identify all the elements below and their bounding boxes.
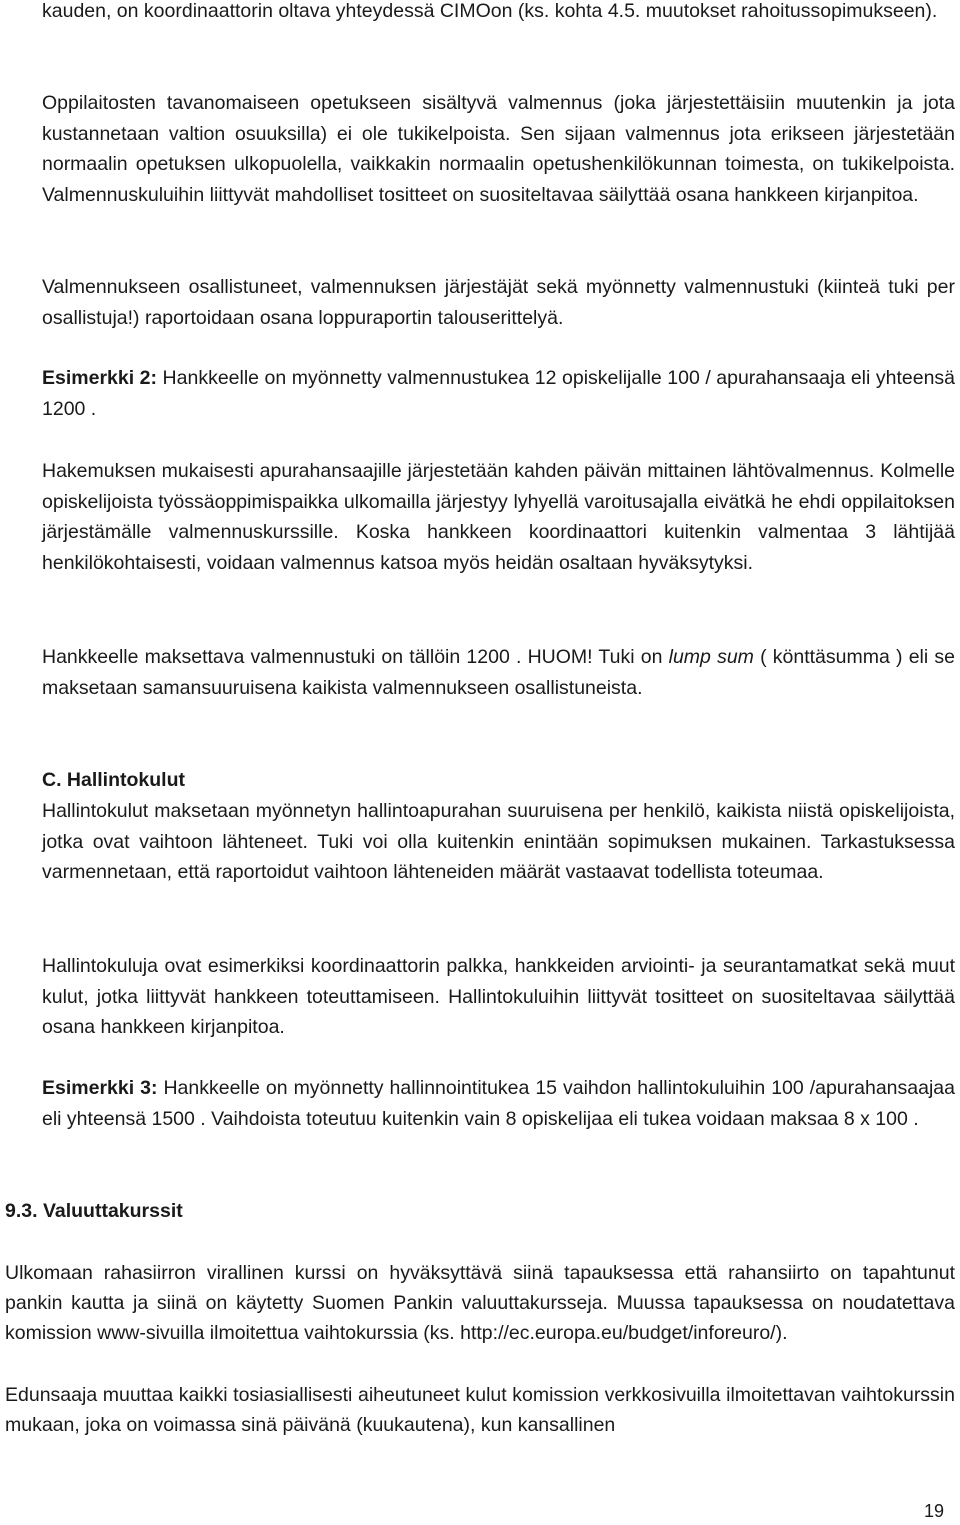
- paragraph-esimerkki-3: [42, 1073, 955, 1134]
- paragraph-hallintokuluja-ovat: Hallintokuluja ovat esimerkiksi koordinaattorin palkka, hankkeiden arviointi- ja seurantamatkat sekä muut kulut, jotka liittyvät hankkeen toteuttamiseen. Hallintokuluihin liittyvät tositteet on suositeltavaa säilyttää osana hankkeen kirjanpitoa.: [42, 955, 955, 1038]
- paragraph-lahtovalmennus: Hakemuksen mukaisesti apurahansaajille järjestetään kahden päivän mittainen lähtövalmennus. Kolmelle opiskelijoista työssäoppimispaikka ulkomailla järjestyy lyhyellä varoitusajalla eivätkä he ehdi oppilaitoksen järjestämälle valmennuskurssille. Koska hankkeen koordinaattori kuitenkin valmentaa 3 lähtijää henkilökohtaisesti, voidaan valmennus katsoa myös heidän osaltaan hyväksytyksi.: [42, 460, 955, 574]
- lump-sum-text: Hankkeelle maksettava valmennustuki on tällöin 1200 . HUOM! Tuki on: [42, 646, 669, 668]
- paragraph-esimerkki-2: [42, 363, 955, 424]
- subheading-hallintokulut: C. Hallintokulut: [42, 769, 185, 791]
- example-text: Hankkeelle on myönnetty hallinnointitukea 15 vaihdon hallintokuluihin 100 /apurahansaajaa eli yhteensä 1500 . Vaihdoista toteutuu kuitenkin vain 8 opiskelijaa eli tukea voidaan maksaa 8 x 100 .: [42, 1077, 955, 1130]
- section-heading-valuuttakurssit: 9.3. Valuuttakurssit: [5, 1200, 183, 1222]
- paragraph-continuation: kauden, on koordinaattorin oltava yhteydessä CIMOon (ks. kohta 4.5. muutokset rahoitussopimukseen).: [42, 0, 938, 22]
- lump-sum-rest: ( könttäsumma ) eli se maksetaan samansuuruisena kaikista valmennukseen osallistuneista.: [42, 646, 955, 699]
- example-text: Hankkeelle on myönnetty valmennustukea 12 opiskelijalle 100 / apurahansaaja eli yhteensä 1200 .: [42, 367, 956, 420]
- paragraph-lump-sum: [42, 642, 955, 703]
- paragraph-valuuttakurssi: Ulkomaan rahasiirron virallinen kurssi on hyväksyttävä siinä tapauksessa että rahansiirto on tapahtunut pankin kautta ja siinä on käytetty Suomen Pankin valuuttakursseja. Muussa tapauksessa on noudatettava komission www-sivuilla ilmoitettua vaihtokurssia (ks. http://ec.europa.eu/budget/inforeuro/).: [5, 1262, 955, 1344]
- paragraph-edunsaaja: Edunsaaja muuttaa kaikki tosiasiallisesti aiheutuneet kulut komission verkkosivuilla ilmoitettavan vaihtokurssin mukaan, joka on voimassa sinä päivänä (kuukautena), kun kansallinen: [5, 1384, 955, 1436]
- lump-sum-italic: lump sum: [668, 646, 754, 668]
- example-label: Esimerkki 2:: [42, 367, 158, 389]
- page-number: 19: [923, 1501, 944, 1521]
- example-label: Esimerkki 3:: [42, 1077, 158, 1099]
- paragraph-valmennus-raportointi: Valmennukseen osallistuneet, valmennuksen järjestäjät sekä myönnetty valmennustuki (kiinteä tuki per osallistuja!) raportoidaan osana loppuraportin talouserittelyä.: [42, 276, 955, 329]
- paragraph-valmennus-tukikelpoisuus: Oppilaitosten tavanomaiseen opetukseen sisältyvä valmennus (joka järjestettäisiin muutenkin ja jota kustannetaan valtion osuuksilla) ei ole tukikelpoista. Sen sijaan valmennus jota erikseen järjestetään normaalin opetuksen ulkopuolella, vaikkakin normaalin opetushenkilökunnan toimesta, on tukikelpoista. Valmennuskuluihin liittyvät mahdolliset tositteet on suositeltavaa säilyttää osana hankkeen kirjanpitoa.: [42, 92, 955, 206]
- paragraph-hallintokulut: Hallintokulut maksetaan myönnetyn hallintoapurahan suuruisena per henkilö, kaikista niistä opiskelijoista, jotka ovat vaihtoon lähteneet. Tuki voi olla kuitenkin enintään sopimuksen mukainen. Tarkastuksessa varmennetaan, että raportoidut vaihtoon lähteneiden määrät vastaavat todellista toteumaa.: [42, 800, 955, 883]
